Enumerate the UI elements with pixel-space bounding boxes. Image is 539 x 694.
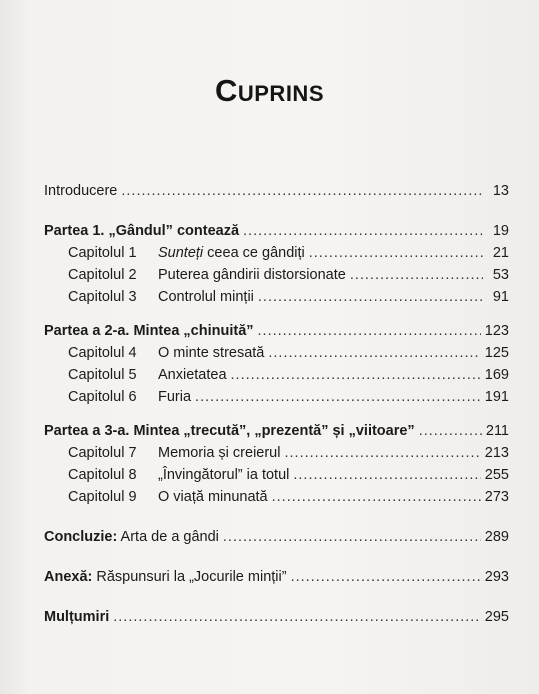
chapter-number: Capitolul 4 xyxy=(68,345,137,361)
toc-part-2 xyxy=(44,320,509,342)
chapter-number: Capitolul 3 xyxy=(68,289,137,305)
chapter-number: Capitolul 9 xyxy=(68,489,137,505)
chapter-title: Furia xyxy=(158,389,192,405)
toc-part-label: Partea 1. „Gândul” contează xyxy=(44,223,240,239)
toc-chapter-3 xyxy=(44,286,509,308)
title-rest: UPRINS xyxy=(237,81,324,106)
chapter-title: O minte stresată xyxy=(158,345,265,361)
toc-page-number: 19 xyxy=(492,223,509,239)
toc-part-1 xyxy=(44,220,509,242)
toc-entry-introducere xyxy=(44,180,509,202)
toc-page-number: 255 xyxy=(484,467,509,483)
dot-leader xyxy=(272,486,481,508)
chapter-number: Capitolul 6 xyxy=(68,389,137,405)
dot-leader xyxy=(309,242,483,264)
chapter-title-italic: Sunteți xyxy=(158,245,204,261)
toc-page-number: 53 xyxy=(492,267,509,283)
toc-chapter-6 xyxy=(44,386,509,408)
toc-page-number: 211 xyxy=(485,423,509,439)
toc-page-number: 125 xyxy=(484,345,509,361)
toc-chapter-5 xyxy=(44,364,509,386)
entry-bold-label: Concluzie: xyxy=(44,529,118,545)
table-of-contents xyxy=(44,180,509,628)
toc-page-number: 91 xyxy=(492,289,509,305)
toc-chapter-1 xyxy=(44,242,509,264)
entry-bold-label: Mulțumiri xyxy=(44,609,110,625)
toc-page-number: 289 xyxy=(484,529,509,545)
chapter-title: O viață minunată xyxy=(158,489,268,505)
toc-entry-multumiri xyxy=(44,606,509,628)
chapter-title: Anxietatea xyxy=(158,367,227,383)
dot-leader xyxy=(113,606,481,628)
dot-leader xyxy=(231,364,481,386)
toc-page-number: 169 xyxy=(484,367,509,383)
page-title xyxy=(0,73,539,109)
dot-leader xyxy=(195,386,481,408)
toc-chapter-2 xyxy=(44,264,509,286)
chapter-number: Capitolul 1 xyxy=(68,245,137,261)
dot-leader xyxy=(258,320,481,342)
title-first-letter: C xyxy=(214,73,238,108)
toc-page-number: 13 xyxy=(492,183,509,199)
dot-leader xyxy=(419,420,482,442)
toc-entry-label: Introducere xyxy=(44,183,118,199)
toc-page-number: 293 xyxy=(484,569,509,585)
chapter-number: Capitolul 7 xyxy=(68,445,137,461)
chapter-title xyxy=(158,242,305,264)
toc-page-number: 21 xyxy=(492,245,509,261)
chapter-title: „Învingătorul” ia totul xyxy=(158,467,290,483)
chapter-number: Capitolul 5 xyxy=(68,367,137,383)
toc-page-number: 191 xyxy=(484,389,509,405)
dot-leader xyxy=(291,566,481,588)
chapter-number: Capitolul 8 xyxy=(68,467,137,483)
dot-leader xyxy=(350,264,483,286)
toc-page-number: 295 xyxy=(484,609,509,625)
dot-leader xyxy=(268,342,480,364)
toc-part-label: Partea a 3-a. Mintea „trecută”, „prezentă” și „viitoare” xyxy=(44,423,415,439)
entry-rest-label: Arta de a gândi xyxy=(117,529,219,545)
dot-leader xyxy=(284,442,480,464)
dot-leader xyxy=(121,180,483,202)
chapter-title-rest: ceea ce gândiți xyxy=(203,245,305,261)
toc-entry-anexa xyxy=(44,566,509,588)
dot-leader xyxy=(258,286,483,308)
toc-entry-concluzie xyxy=(44,526,509,548)
toc-page-number: 213 xyxy=(484,445,509,461)
toc-part-3 xyxy=(44,420,509,442)
toc-chapter-4 xyxy=(44,342,509,364)
toc-chapter-9 xyxy=(44,486,509,508)
chapter-title: Controlul minții xyxy=(158,289,254,305)
dot-leader xyxy=(293,464,480,486)
toc-chapter-7 xyxy=(44,442,509,464)
dot-leader xyxy=(223,526,481,548)
toc-part-label: Partea a 2-a. Mintea „chinuită” xyxy=(44,323,254,339)
toc-page-number: 273 xyxy=(484,489,509,505)
chapter-title: Puterea gândirii distorsionate xyxy=(158,267,346,283)
dot-leader xyxy=(243,220,483,242)
entry-rest-label: Răspunsuri la „Jocurile minții” xyxy=(92,569,287,585)
entry-bold-label: Anexă: xyxy=(44,569,93,585)
toc-page-number: 123 xyxy=(484,323,509,339)
chapter-title: Memoria și creierul xyxy=(158,445,281,461)
toc-chapter-8 xyxy=(44,464,509,486)
chapter-number: Capitolul 2 xyxy=(68,267,137,283)
